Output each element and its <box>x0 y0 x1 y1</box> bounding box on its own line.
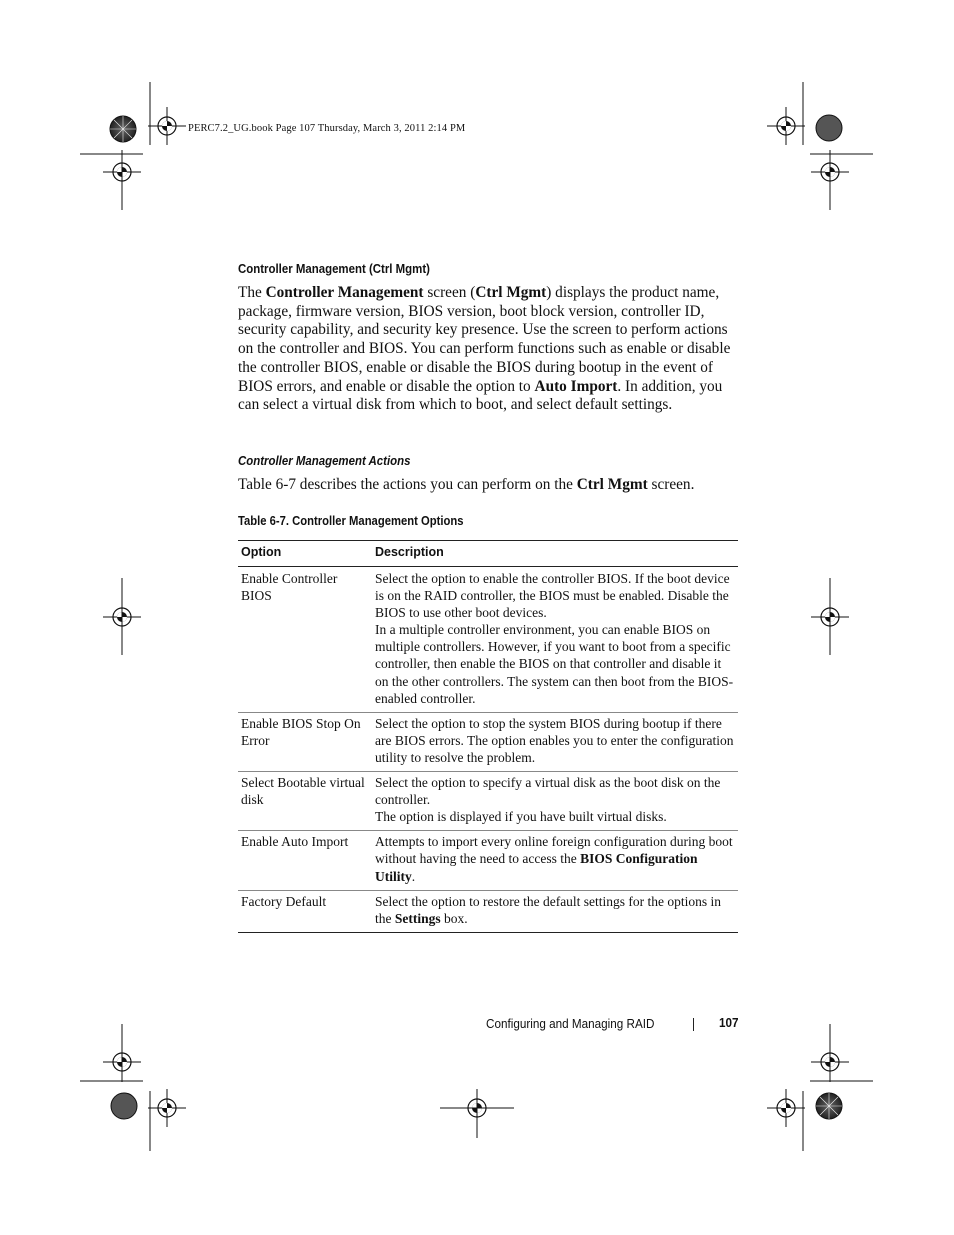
footer-separator <box>693 1018 694 1031</box>
subsection-heading: Controller Management Actions <box>238 453 411 468</box>
description-cell <box>372 712 738 771</box>
description-text: Select the option to specify a virtual disk as the boot disk on the controller. <box>375 775 721 808</box>
footer-chapter-label: Configuring and Managing RAID <box>486 1016 655 1031</box>
table-row <box>238 712 738 771</box>
color-wheel-icon <box>111 1093 137 1119</box>
description-cell <box>372 567 738 713</box>
registration-mark-icon <box>767 107 805 145</box>
table-row <box>238 567 738 713</box>
registration-mark-icon <box>148 1089 186 1127</box>
intro-paragraph: The Controller Management screen (Ctrl Mgmt) displays the product name, package, firmware version, BIOS version, boot block version, controller ID, security capability, and security key presence. Use the screen to perform actions on the controller and BIOS. You can perform functions such as enable or disable the controller BIOS, enable or disable the BIOS during bootup in the event of BIOS errors, and enable or disable the option to Auto Import. In addition, you can select a virtual disk from which to boot, and select default settings. <box>238 284 731 414</box>
print-slug: PERC7.2_UG.book Page 107 Thursday, March 3, 2011 2:14 PM <box>188 123 466 134</box>
column-header-option: Option <box>238 541 372 567</box>
registration-mark-icon <box>767 1089 805 1127</box>
description-cell: Attempts to import every online foreign configuration during boot without having the need to access the BIOS Configuration Utility. <box>372 831 738 890</box>
description-text: Select the option to stop the system BIOS during bootup if there are BIOS errors. The option enables you to enter the configuration utility to resolve the problem. <box>375 715 734 765</box>
description-cell: Select the option to restore the default settings for the options in the Settings box. <box>372 890 738 932</box>
footer-page-number: 107 <box>719 1015 739 1030</box>
option-cell: Enable BIOS Stop On Error <box>238 712 372 771</box>
description-text: In a multiple controller environment, you can enable BIOS on multiple controllers. However, if you want to boot from a specific controller, then enable the BIOS on that controller and disable it on the other controllers. The system can then boot from the BIOS-enabled controller. <box>375 622 734 706</box>
registration-mark-icon <box>148 107 186 145</box>
actions-paragraph: Table 6-7 describes the actions you can perform on the Ctrl Mgmt screen. <box>238 476 695 493</box>
description-cell <box>372 772 738 831</box>
option-cell: Factory Default <box>238 890 372 932</box>
description-text: The option is displayed if you have built virtual disks. <box>375 809 667 825</box>
table-row <box>238 772 738 831</box>
color-wheel-icon <box>110 116 136 142</box>
table-header-row <box>238 541 738 567</box>
description-text: Select the option to enable the controller BIOS. If the boot device is on the RAID controller, the BIOS must be enabled. Disable the BIOS to use other boot devices. <box>375 571 730 621</box>
table-caption: Table 6-7. Controller Management Options <box>238 514 464 528</box>
option-cell: Enable Auto Import <box>238 831 372 890</box>
color-wheel-icon <box>816 115 842 141</box>
column-header-description: Description <box>372 541 738 567</box>
section-heading: Controller Management (Ctrl Mgmt) <box>238 261 430 276</box>
table-row <box>238 831 738 890</box>
color-wheel-icon <box>816 1093 842 1119</box>
options-table <box>238 540 738 933</box>
table-row <box>238 890 738 932</box>
option-cell: Select Bootable virtual disk <box>238 772 372 831</box>
option-cell: Enable Controller BIOS <box>238 567 372 713</box>
